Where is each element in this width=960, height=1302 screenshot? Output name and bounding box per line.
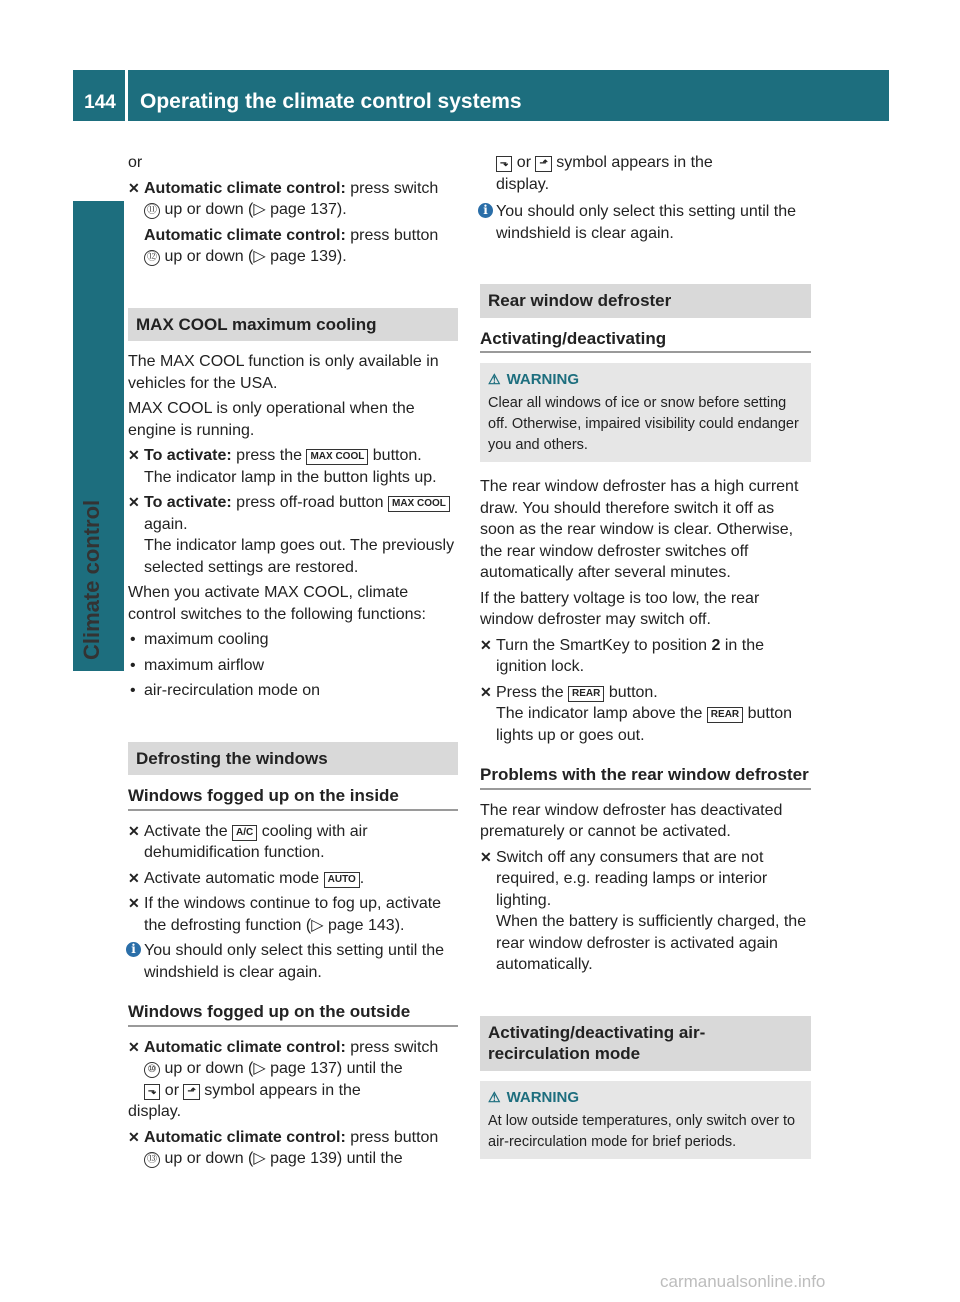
subheading-problems: Problems with the rear window defroster	[480, 764, 811, 790]
left-column	[128, 152, 458, 1174]
step-arrow-icon: ✕	[128, 869, 140, 886]
page-number: 144	[84, 92, 116, 113]
section-heading-maxcool: MAX COOL maximum cooling	[128, 308, 458, 342]
switch-10-icon: ⑩	[144, 1062, 160, 1078]
maxcool-icon: MAX COOL	[388, 496, 450, 512]
paragraph: If the battery voltage is too low, the rear window defroster may switch off.	[480, 589, 760, 628]
list-item: ✕ To activate: press off-road button MAX COOL again. The indicator lamp goes out. The previously selected settings are restored.	[128, 494, 455, 576]
paragraph: MAX COOL is only operational when the engine is running.	[128, 400, 415, 439]
step-arrow-icon: ✕	[128, 895, 140, 911]
step-arrow-icon: ✕	[128, 1038, 140, 1055]
continued-text: ⬎ or ⬏ symbol appears in the display.	[496, 154, 713, 193]
info-note: i You should only select this setting until the windshield is clear again.	[128, 940, 458, 983]
list-item: ✕ Automatic climate control: press switch ⑪ up or down (▷ page 137).	[128, 179, 439, 218]
warning-box: ⚠ WARNING Clear all windows of ice or snow before setting off. Otherwise, impaired visibility could endanger you and others.	[480, 363, 811, 462]
step-arrow-icon: ✕	[128, 822, 140, 839]
warning-icon: ⚠	[488, 371, 501, 387]
step-arrow-icon: ✕	[480, 683, 492, 700]
bullet-item: • maximum airflow	[128, 655, 458, 677]
subheading-outside: Windows fogged up on the outside	[128, 1001, 458, 1027]
watermark: carmanualsonline.info	[660, 1272, 826, 1291]
list-item: ✕ Automatic climate control: press button ⑬ up or down (▷ page 139) until the	[128, 1128, 439, 1167]
list-item: ✕ Press the REAR button. The indicator lamp above the REAR button lights up or goes out.	[480, 683, 793, 744]
header-divider	[125, 70, 128, 121]
paragraph: When you activate MAX COOL, climate control switches to the following functions:	[128, 584, 426, 623]
list-item: ✕ Switch off any consumers that are not required, e.g. reading lamps or interior lighting. When the battery is sufficiently charged, the rear window defroster is activated again automatically.	[480, 848, 807, 973]
step-arrow-icon: ✕	[128, 447, 140, 463]
section-heading-rear: Rear window defroster	[480, 284, 811, 318]
paragraph: The MAX COOL function is only available in vehicles for the USA.	[128, 353, 439, 392]
ac-icon: A/C	[232, 825, 257, 841]
airflow-updown-icon: ⬏	[183, 1084, 199, 1100]
list-item: ✕ Turn the SmartKey to position 2 in the ignition lock.	[480, 636, 765, 675]
info-icon: i	[126, 942, 141, 957]
step-arrow-icon: ✕	[480, 636, 492, 653]
bullet-icon: •	[130, 682, 136, 699]
list-item: ✕ Activate the A/C cooling with air dehumidification function.	[128, 822, 368, 861]
info-note: i You should only select this setting until the windshield is clear again.	[480, 201, 811, 244]
side-tab-label: Climate control	[79, 499, 104, 660]
page-title: Operating the climate control systems	[140, 90, 522, 113]
rear-defrost-icon: REAR	[707, 707, 743, 723]
warning-box: ⚠ WARNING At low outside temperatures, only switch over to air-recirculation mode for brief periods.	[480, 1081, 811, 1159]
list-item: ✕ Automatic climate control: press switch ⑩ up or down (▷ page 137) until the ⬎ or ⬏ symbol appears in the display.	[128, 1038, 439, 1120]
info-icon: i	[478, 203, 493, 218]
maxcool-icon: MAX COOL	[306, 449, 368, 465]
or-text: or	[128, 154, 143, 171]
bullet-item: • air-recirculation mode on	[128, 680, 458, 702]
step-arrow-icon: ✕	[480, 848, 492, 865]
right-column	[480, 152, 811, 1173]
bullet-icon: •	[130, 656, 136, 674]
switch-11-icon: ⑪	[144, 203, 160, 219]
airflow-updown-icon: ⬏	[535, 156, 551, 172]
bullet-item: • maximum cooling	[128, 629, 458, 651]
subheading-inside: Windows fogged up on the inside	[128, 785, 458, 811]
rear-defrost-icon: REAR	[568, 686, 604, 702]
section-heading-recirculation: Activating/deactivating air-recirculation mode	[480, 1016, 811, 1071]
step-arrow-icon: ✕	[128, 1128, 140, 1145]
step-arrow-icon: ✕	[128, 494, 140, 510]
auto-icon: AUTO	[324, 872, 360, 888]
list-item: Automatic climate control: press button ⑫ up or down (▷ page 139).	[144, 226, 439, 265]
paragraph: The rear window defroster has a high current draw. You should therefore switch it off as soon as the rear window is clear. Otherwise, the rear window defroster switches off automatically after several minutes.	[480, 478, 799, 581]
list-item: ✕ To activate: press the MAX COOL button. The indicator lamp in the button lights up.	[128, 447, 437, 486]
airflow-down-icon: ⬎	[496, 156, 512, 172]
button-12-icon: ⑫	[144, 250, 160, 266]
paragraph: The rear window defroster has deactivated prematurely or cannot be activated.	[480, 801, 783, 840]
button-13-icon: ⑬	[144, 1152, 160, 1168]
list-item: ✕ If the windows continue to fog up, activate the defrosting function (▷ page 143).	[128, 895, 442, 934]
section-heading-defrost: Defrosting the windows	[128, 742, 458, 776]
subheading-activating: Activating/deactivating	[480, 328, 811, 354]
airflow-down-icon: ⬎	[144, 1084, 160, 1100]
list-item: ✕ Activate automatic mode AUTO .	[128, 868, 458, 890]
bullet-icon: •	[130, 631, 136, 648]
warning-icon: ⚠	[488, 1088, 501, 1105]
step-arrow-icon: ✕	[128, 179, 140, 196]
